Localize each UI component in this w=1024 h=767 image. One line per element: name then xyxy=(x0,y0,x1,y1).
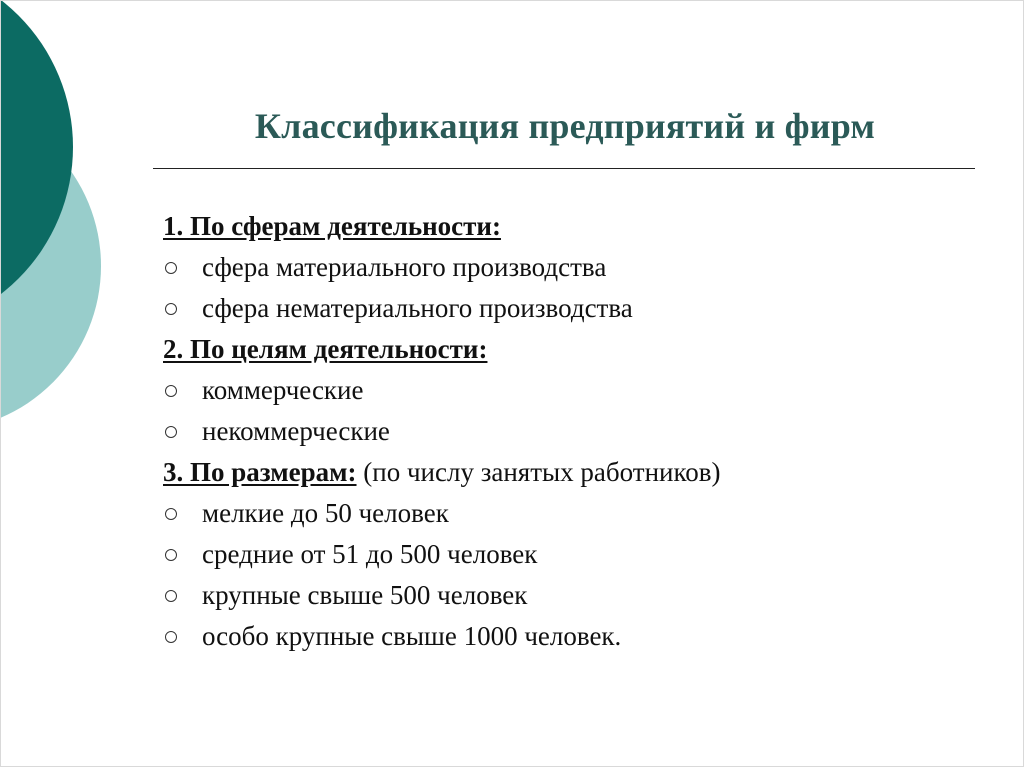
list-item xyxy=(163,370,983,411)
hollow-circle-bullet-icon xyxy=(165,385,177,397)
section-heading-note: (по числу занятых работников) xyxy=(356,457,721,487)
section-heading-spheres: 1. По сферам деятельности: xyxy=(163,211,501,241)
list-item xyxy=(163,411,983,452)
list-item-text: мелкие до 50 человек xyxy=(202,498,449,528)
list-item-text: сфера нематериального производства xyxy=(202,293,633,323)
list-item-text: сфера материального производства xyxy=(202,252,607,282)
hollow-circle-bullet-icon xyxy=(165,590,177,602)
title-divider xyxy=(153,168,975,169)
slide-content xyxy=(163,206,983,657)
list-item-text: коммерческие xyxy=(202,375,364,405)
hollow-circle-bullet-icon xyxy=(165,262,177,274)
list-item-text: некоммерческие xyxy=(202,416,390,446)
list-item xyxy=(163,616,983,657)
hollow-circle-bullet-icon xyxy=(165,508,177,520)
list-item xyxy=(163,575,983,616)
list-item-text: средние от 51 до 500 человек xyxy=(202,539,538,569)
list-item xyxy=(163,288,983,329)
hollow-circle-bullet-icon xyxy=(165,426,177,438)
list-item xyxy=(163,493,983,534)
list-item-text: особо крупные свыше 1000 человек. xyxy=(202,621,622,651)
hollow-circle-bullet-icon xyxy=(165,549,177,561)
section-heading-size: 3. По размерам: xyxy=(163,457,357,487)
list-item xyxy=(163,247,983,288)
list-item xyxy=(163,534,983,575)
list-item-text: крупные свыше 500 человек xyxy=(202,580,528,610)
hollow-circle-bullet-icon xyxy=(165,631,177,643)
section-heading-goals: 2. По целям деятельности: xyxy=(163,334,488,364)
slide-title: Классификация предприятий и фирм xyxy=(254,106,876,146)
hollow-circle-bullet-icon xyxy=(165,303,177,315)
section-heading-size-row xyxy=(163,452,983,493)
